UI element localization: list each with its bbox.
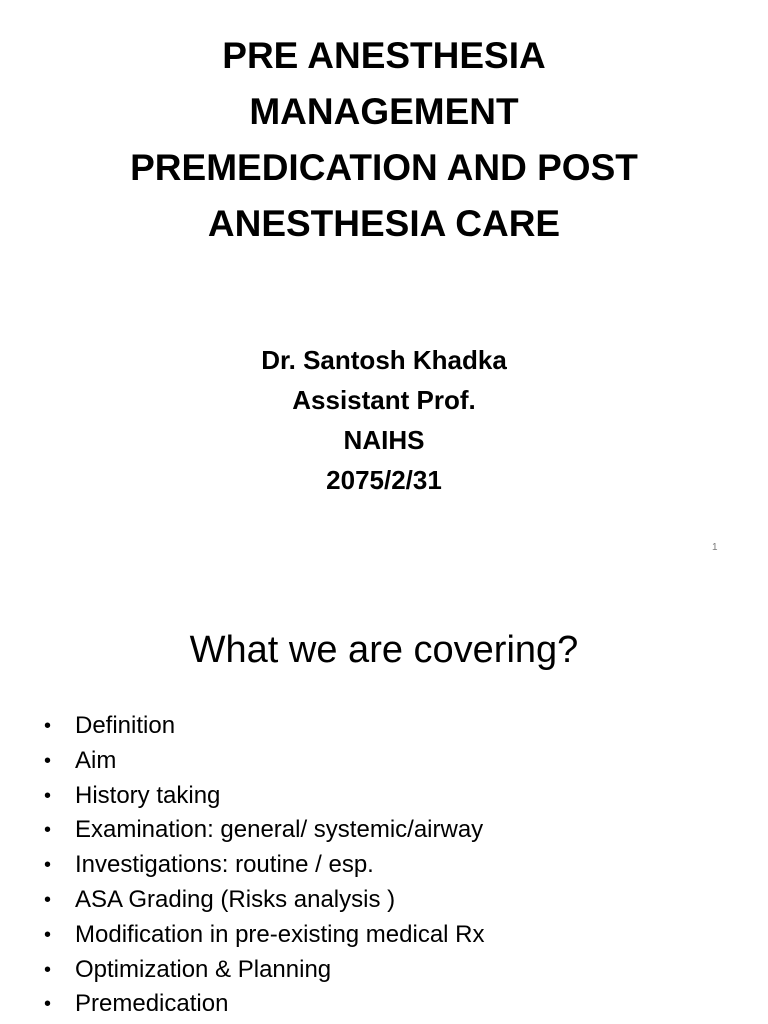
list-item bbox=[44, 744, 485, 779]
topics-list bbox=[44, 709, 485, 1022]
list-item-text: Optimization & Planning bbox=[75, 955, 332, 983]
list-item-text: Investigations: routine / esp. bbox=[75, 851, 374, 879]
bullet-icon: • bbox=[44, 715, 52, 737]
list-item-text: Premedication bbox=[75, 990, 229, 1018]
list-item-text: ASA Grading (Risks analysis ) bbox=[75, 885, 396, 913]
list-item bbox=[44, 883, 485, 918]
author-position: Assistant Prof. bbox=[292, 385, 476, 415]
author-name: Dr. Santosh Khadka bbox=[261, 345, 507, 375]
presentation-title bbox=[60, 28, 708, 252]
bullet-icon: • bbox=[44, 854, 52, 877]
list-item bbox=[44, 709, 485, 744]
slide-number: 1 bbox=[712, 542, 718, 553]
contents-slide bbox=[0, 576, 768, 1024]
title-line: PREMEDICATION AND POST bbox=[130, 147, 638, 188]
bullet-icon: • bbox=[44, 749, 52, 772]
list-item-text: Examination: general/ systemic/airway bbox=[75, 816, 484, 844]
presentation-date: 2075/2/31 bbox=[326, 465, 442, 495]
list-item bbox=[44, 953, 485, 988]
bullet-icon: • bbox=[44, 888, 52, 911]
bullet-icon: • bbox=[44, 958, 52, 981]
author-info bbox=[134, 340, 634, 500]
list-item bbox=[44, 848, 485, 883]
bullet-icon: • bbox=[44, 993, 52, 1016]
title-line: ANESTHESIA CARE bbox=[207, 203, 561, 244]
list-item-text: Aim bbox=[75, 746, 117, 774]
list-item bbox=[44, 918, 485, 953]
list-item bbox=[44, 813, 485, 848]
author-institution: NAIHS bbox=[343, 425, 425, 455]
title-line: MANAGEMENT bbox=[249, 91, 519, 132]
bullet-icon: • bbox=[44, 923, 52, 946]
list-item bbox=[44, 987, 485, 1022]
list-item-text: Definition bbox=[75, 712, 176, 739]
title-line: PRE ANESTHESIA bbox=[222, 35, 546, 76]
bullet-icon: • bbox=[44, 784, 52, 807]
list-item-text: Modification in pre-existing medical Rx bbox=[75, 920, 485, 948]
list-item bbox=[44, 779, 485, 814]
section-title: What we are covering? bbox=[189, 629, 579, 671]
list-item-text: History taking bbox=[75, 781, 221, 809]
bullet-icon: • bbox=[44, 819, 52, 842]
